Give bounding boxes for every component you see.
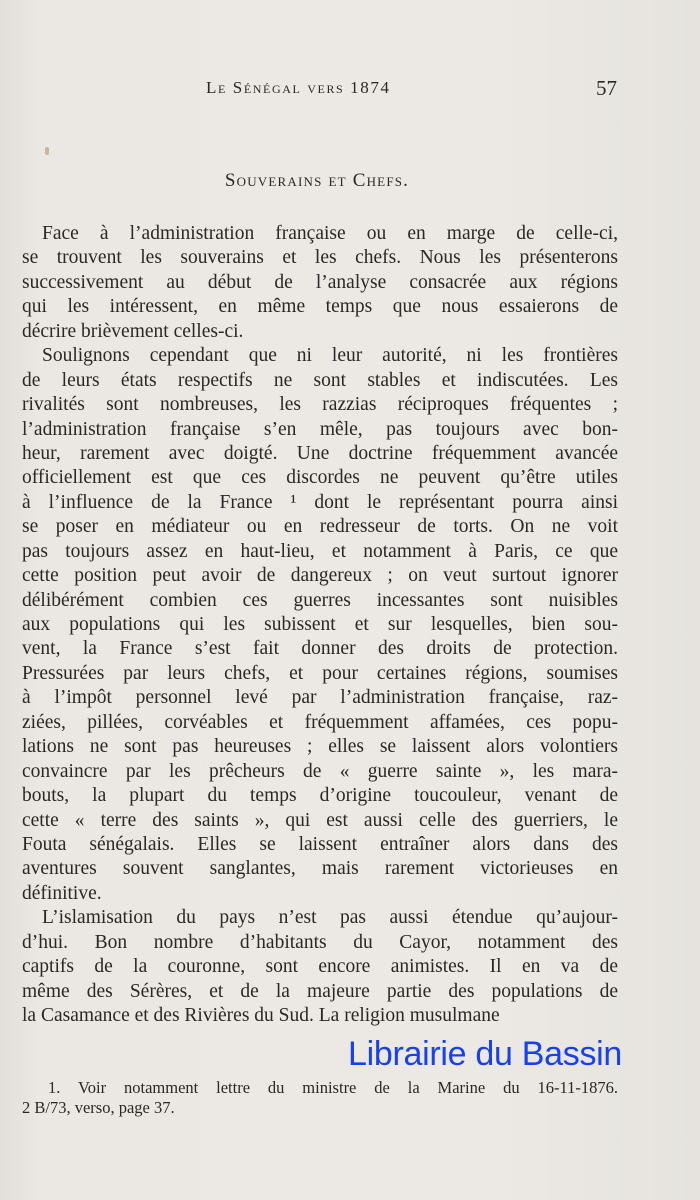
- text-line: cette « terre des saints », qui est aussi celle des guerriers, le: [22, 809, 618, 831]
- running-title: Le Sénégal vers 1874: [206, 78, 391, 97]
- text-line: pas toujours assez en haut-lieu, et notamment à Paris, ce que: [22, 540, 618, 562]
- text-line: qui les intéressent, en même temps que nous essaierons de: [22, 296, 618, 318]
- text-line: définitive.: [22, 882, 102, 904]
- footnotes: [22, 1078, 618, 1118]
- text-line: même des Sérères, et de la majeure partie des populations de: [22, 980, 618, 1002]
- text-line: aventures souvent sanglantes, mais rarement victorieuses en: [22, 858, 618, 880]
- text-line: L’islamisation du pays n’est pas aussi étendue qu’aujour-: [42, 907, 618, 929]
- text-line: d’hui. Bon nombre d’habitants du Cayor, notamment des: [22, 931, 618, 953]
- text-line: délibérément combien ces guerres incessantes sont nuisibles: [22, 589, 618, 611]
- text-line: Soulignons cependant que ni leur autorité, ni les frontières: [42, 345, 618, 367]
- text-line: à l’influence de la France ¹ dont le représentant pourra ainsi: [22, 491, 618, 513]
- text-line: heur, rarement avec doigté. Une doctrine fréquemment avancée: [22, 442, 618, 464]
- text-line: Face à l’administration française ou en marge de celle-ci,: [42, 223, 618, 244]
- text-line: lations ne sont pas heureuses ; elles se laissent alors volontiers: [22, 736, 618, 758]
- text-line: Pressurées par leurs chefs, et pour certaines régions, soumises: [22, 662, 618, 684]
- text-line: officiellement est que ces discordes ne peuvent qu’être utiles: [22, 467, 618, 489]
- text-line: décrire brièvement celles-ci.: [22, 320, 244, 342]
- paragraph: [22, 906, 618, 1028]
- text-line: se poser en médiateur ou en redresseur de torts. On ne voit: [22, 516, 618, 538]
- text-line: rivalités sont nombreuses, les razzias réciproques fréquentes ;: [22, 394, 618, 416]
- text-line: aux populations qui les subissent et sur lesquelles, bien sou-: [22, 614, 618, 635]
- text-line: convaincre par les prêcheurs de « guerre sainte », les mara-: [22, 760, 618, 782]
- text-line: à l’impôt personnel levé par l’administration française, raz-: [22, 687, 618, 709]
- text-line: l’administration française s’en mêle, pas toujours avec bon-: [22, 418, 618, 440]
- text-line: la Casamance et des Rivières du Sud. La religion musulmane: [22, 1005, 500, 1026]
- text-line: successivement au début de l’analyse consacrée aux régions: [22, 271, 618, 293]
- paragraph: [22, 222, 618, 344]
- section-title: Souverains et Chefs.: [224, 170, 410, 191]
- body-text: [22, 222, 618, 1028]
- text-line: se trouvent les souverains et les chefs. Nous les présenterons: [22, 247, 618, 269]
- text-line: de leurs états respectifs ne sont stables et indiscutées. Les: [22, 369, 618, 391]
- text-line: ziées, pillées, corvéables et fréquemment affamées, ces popu-: [22, 711, 618, 733]
- text-line: 2 B/73, verso, page 37.: [22, 1098, 175, 1117]
- text-line: vent, la France s’est fait donner des droits de protection.: [22, 638, 618, 660]
- watermark: Librairie du Bassin: [348, 1035, 623, 1073]
- text-line: 1. Voir notamment lettre du ministre de la Marine du 16-11-1876.: [48, 1078, 618, 1097]
- text-line: bouts, la plupart du temps d’origine toucouleur, venant de: [22, 785, 618, 807]
- text-line: cette position peut avoir de dangereux ; on veut surtout ignorer: [22, 565, 618, 587]
- paper-stain: [45, 147, 49, 155]
- text-line: captifs de la couronne, sont encore animistes. Il en va de: [22, 956, 618, 978]
- paragraph: [22, 344, 618, 906]
- running-head: [0, 76, 700, 106]
- page-number: 57: [596, 76, 617, 100]
- footnote: [22, 1078, 618, 1118]
- text-line: Fouta sénégalais. Elles se laissent entraîner alors dans des: [22, 833, 618, 855]
